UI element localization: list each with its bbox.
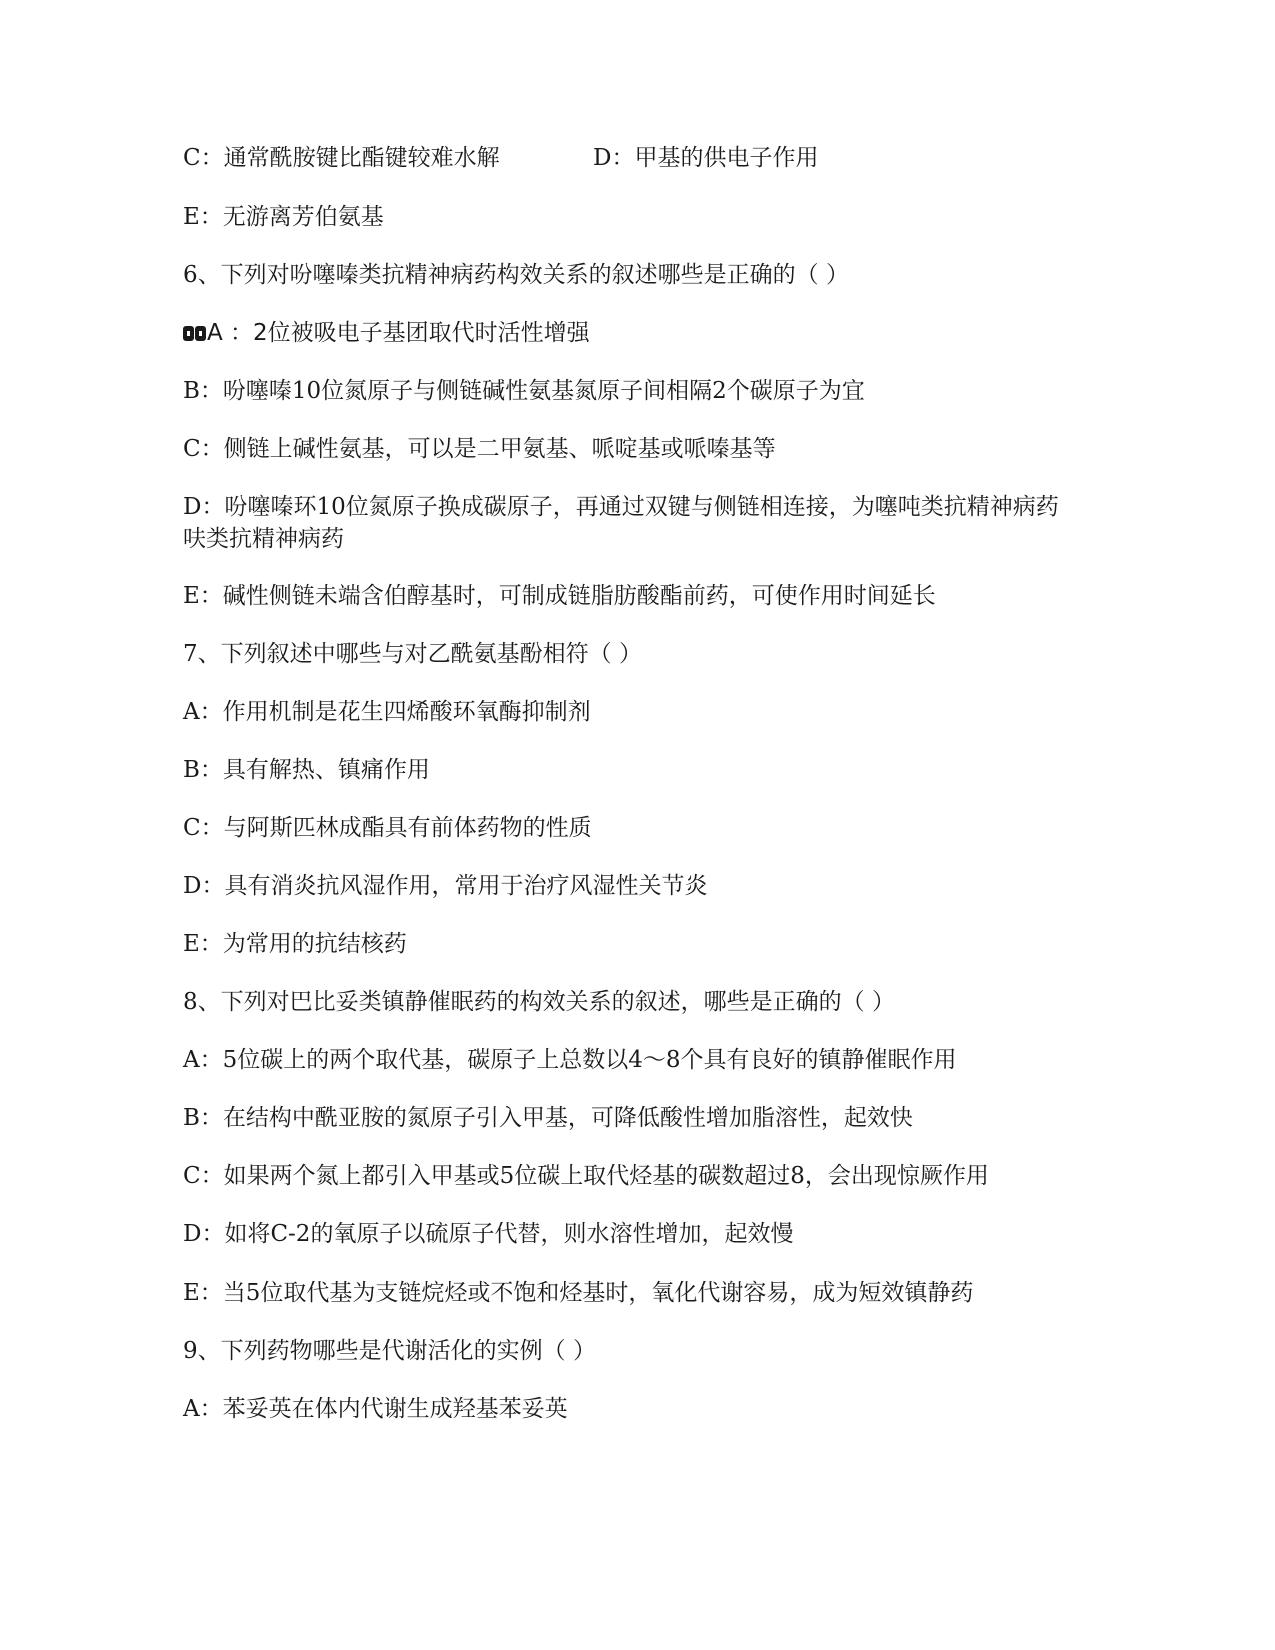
q7-option-b: B：具有解热、镇痛作用 [183, 757, 430, 783]
q7-option-a: A：作用机制是花生四烯酸环氧酶抑制剂 [183, 699, 591, 725]
q7-option-d: D：具有消炎抗风湿作用，常用于治疗风湿性关节炎 [183, 873, 708, 899]
question-6: 6、下列对吩噻嗪类抗精神病药构效关系的叙述哪些是正确的（ ） [183, 262, 849, 288]
q7-option-c: C：与阿斯匹林成酯具有前体药物的性质 [183, 815, 592, 841]
question-8: 8、下列对巴比妥类镇静催眠药的构效关系的叙述，哪些是正确的（ ） [183, 989, 895, 1015]
q8-option-b: B：在结构中酰亚胺的氮原子引入甲基，可降低酸性增加脂溶性，起效快 [183, 1105, 913, 1131]
q6-option-c: C：侧链上碱性氨基，可以是二甲氨基、哌啶基或哌嗪基等 [183, 436, 776, 462]
q8-option-d: D：如将C-2的氧原子以硫原子代替，则水溶性增加，起效慢 [183, 1221, 794, 1247]
option-line-e: E：无游离芳伯氨基 [183, 204, 384, 230]
missing-glyph-icon [183, 326, 194, 341]
option-d-text: D：甲基的供电子作用 [593, 145, 819, 171]
q6-option-a-text: A ：2位被吸电子基团取代时活性增强 [207, 320, 590, 346]
option-line-c-and-d [183, 142, 1083, 174]
q7-option-e: E：为常用的抗结核药 [183, 931, 407, 957]
question-9: 9、下列药物哪些是代谢活化的实例（ ） [183, 1338, 596, 1364]
question-7: 7、下列叙述中哪些与对乙酰氨基酚相符（ ） [183, 641, 642, 667]
q8-option-c: C：如果两个氮上都引入甲基或5位碳上取代烃基的碳数超过8，会出现惊厥作用 [183, 1163, 989, 1189]
q9-option-a: A：苯妥英在体内代谢生成羟基苯妥英 [183, 1396, 568, 1422]
q6-option-e: E：碱性侧链未端含伯醇基时，可制成链脂肪酸酯前药，可使作用时间延长 [183, 583, 936, 609]
q8-option-e: E：当5位取代基为支链烷烃或不饱和烃基时，氧化代谢容易，成为短效镇静药 [183, 1280, 974, 1306]
q6-option-a [183, 317, 1083, 349]
option-c-text: C：通常酰胺键比酯键较难水解 [183, 145, 500, 171]
q6-option-b: B：吩噻嗪10位氮原子与侧链碱性氨基氮原子间相隔2个碳原子为宜 [183, 378, 865, 404]
missing-glyph-icon [195, 326, 206, 341]
q6-option-d: D：吩噻嗪环10位氮原子换成碳原子，再通过双键与侧链相连接，为噻吨类抗精神病药呋类抗精神病药 [183, 494, 1059, 552]
q8-option-a: A：5位碳上的两个取代基，碳原子上总数以4～8个具有良好的镇静催眠作用 [183, 1047, 957, 1073]
